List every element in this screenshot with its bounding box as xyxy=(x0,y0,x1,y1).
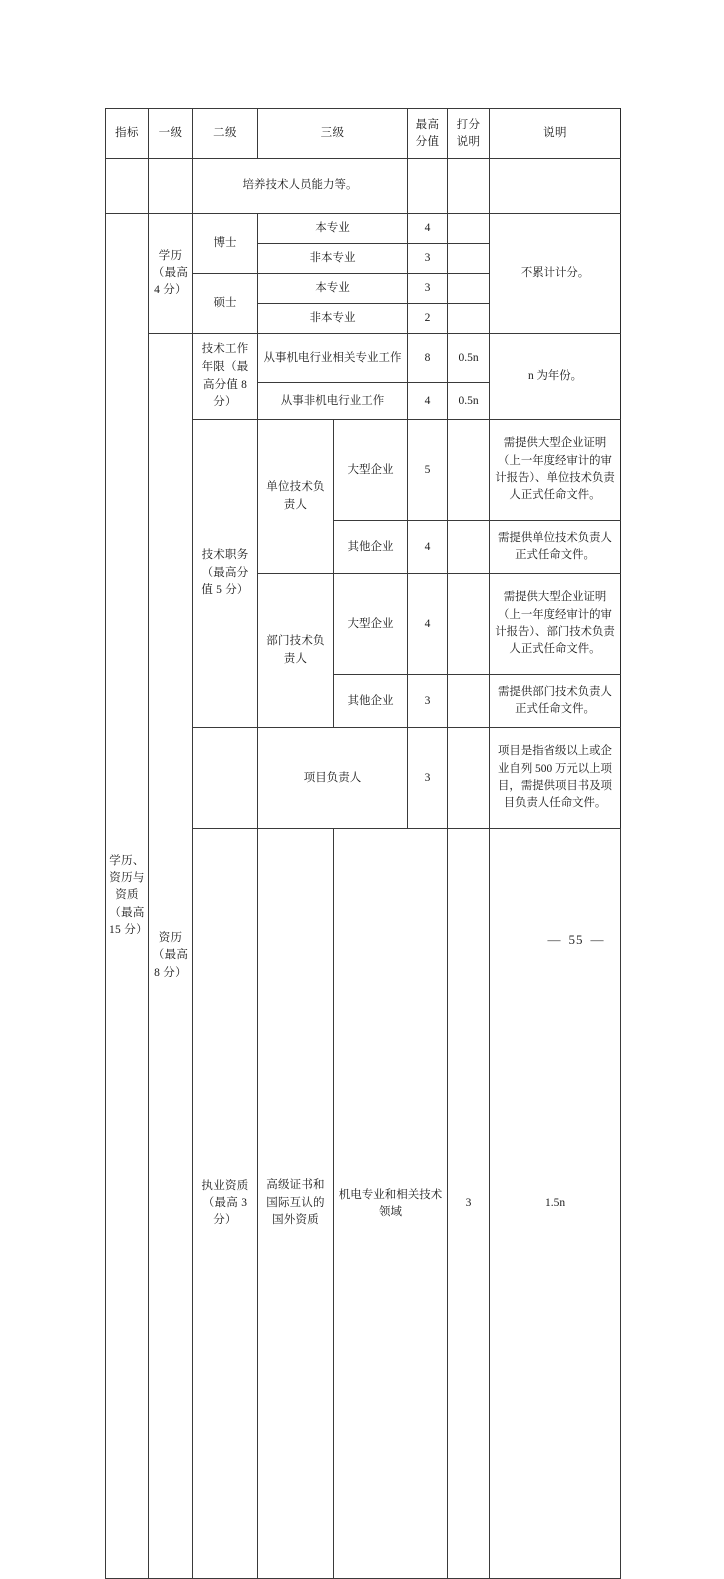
max-score-value: 2 xyxy=(408,304,448,334)
indicator-group-label: 学历、资历与资质（最高 15 分） xyxy=(106,214,149,1579)
carryover-indicator-cell xyxy=(106,159,149,214)
page-number: 55 xyxy=(568,932,584,947)
table-header-row xyxy=(106,109,621,159)
scoring-note-value xyxy=(448,214,490,244)
scoring-note-value xyxy=(448,420,490,521)
level2-master: 硕士 xyxy=(193,274,258,334)
header-indicator: 指标 xyxy=(106,109,149,159)
table-row xyxy=(106,214,621,244)
max-score-value: 4 xyxy=(408,383,448,420)
header-max-score-line1: 最高 xyxy=(415,119,440,132)
level1-experience: 资历（最高 8 分） xyxy=(149,334,193,1579)
level4-value: 大型企业 xyxy=(334,420,408,521)
description-no-cumulative: 不累计计分。 xyxy=(490,214,621,334)
header-level2: 二级 xyxy=(193,109,258,159)
scoring-note-value xyxy=(448,521,490,574)
level4-value: 其他企业 xyxy=(334,521,408,574)
max-score-value: 4 xyxy=(408,521,448,574)
max-score-value: 3 xyxy=(448,829,490,1579)
description-value: 需提供大型企业证明（上一年度经审计的审计报告）、部门技术负责人正式任命文件。 xyxy=(490,574,621,675)
level2-empty-cell xyxy=(193,728,258,829)
footer-dash-left: — xyxy=(547,932,562,947)
level1-education: 学历（最高 4 分） xyxy=(149,214,193,334)
level4-value: 其他企业 xyxy=(334,675,408,728)
max-score-value: 5 xyxy=(408,420,448,521)
max-score-value: 4 xyxy=(408,214,448,244)
evaluation-score-table xyxy=(105,108,621,1579)
header-level1: 一级 xyxy=(149,109,193,159)
level3-dept-tech-lead: 部门技术负责人 xyxy=(258,574,334,728)
header-scoring-note xyxy=(448,109,490,159)
max-score-value: 3 xyxy=(408,728,448,829)
level3-value: 本专业 xyxy=(258,274,408,304)
level2-technical-position: 技术职务（最高分值 5 分） xyxy=(193,420,258,728)
level2-doctor: 博士 xyxy=(193,214,258,274)
scoring-note-value xyxy=(448,244,490,274)
max-score-value: 3 xyxy=(408,244,448,274)
level3-project-lead: 项目负责人 xyxy=(258,728,408,829)
level3-value: 非本专业 xyxy=(258,244,408,274)
level3-value: 非本专业 xyxy=(258,304,408,334)
level3-value: 从事机电行业相关专业工作 xyxy=(258,334,408,383)
scoring-note-value xyxy=(448,675,490,728)
scoring-note-value xyxy=(448,304,490,334)
carryover-scoring-note-cell xyxy=(448,159,490,214)
max-score-value: 4 xyxy=(408,574,448,675)
scoring-note-value xyxy=(448,574,490,675)
table-row-carryover xyxy=(106,159,621,214)
description-value: 项目是指省级以上或企业自列 500 万元以上项目，需提供项目书及项目负责人任命文件。 xyxy=(490,728,621,829)
description-value: 需提供单位技术负责人正式任命文件。 xyxy=(490,521,621,574)
header-max-score xyxy=(408,109,448,159)
description-n-years: n 为年份。 xyxy=(490,334,621,420)
scoring-note-value xyxy=(448,728,490,829)
score-table-container xyxy=(105,108,620,1579)
level2-work-years: 技术工作年限（最高分值 8 分） xyxy=(193,334,258,420)
level3-value: 从事非机电行业工作 xyxy=(258,383,408,420)
scoring-note-value xyxy=(448,274,490,304)
max-score-value: 8 xyxy=(408,334,448,383)
level3-value: 本专业 xyxy=(258,214,408,244)
level3-unit-tech-lead: 单位技术负责人 xyxy=(258,420,334,574)
header-max-score-line2: 分值 xyxy=(415,135,440,148)
carryover-max-score-cell xyxy=(408,159,448,214)
header-description: 说明 xyxy=(490,109,621,159)
description-value: 需提供部门技术负责人正式任命文件。 xyxy=(490,675,621,728)
carryover-description-cell xyxy=(490,159,621,214)
level3-mechatronics-field: 机电专业和相关技术领域 xyxy=(334,829,448,1579)
level4-value: 大型企业 xyxy=(334,574,408,675)
header-scoring-note-line2: 说明 xyxy=(456,135,481,148)
scoring-note-value: 0.5n xyxy=(448,383,490,420)
level1-qualification: 执业资质（最高 3 分） xyxy=(193,829,258,1579)
description-value: 需提供大型企业证明（上一年度经审计的审计报告）、单位技术负责人正式任命文件。 xyxy=(490,420,621,521)
scoring-note-value: 1.5n xyxy=(490,829,621,1579)
page-footer xyxy=(0,932,724,948)
level2-senior-certificate: 高级证书和国际互认的国外资质 xyxy=(258,829,334,1579)
footer-dash-right: — xyxy=(590,932,605,947)
header-scoring-note-line1: 打分 xyxy=(456,119,481,132)
max-score-value: 3 xyxy=(408,274,448,304)
max-score-value: 3 xyxy=(408,675,448,728)
scoring-note-value: 0.5n xyxy=(448,334,490,383)
header-level3: 三级 xyxy=(258,109,408,159)
table-row xyxy=(106,334,621,383)
carryover-level1-cell xyxy=(149,159,193,214)
carryover-level2-text: 培养技术人员能力等。 xyxy=(193,159,408,214)
